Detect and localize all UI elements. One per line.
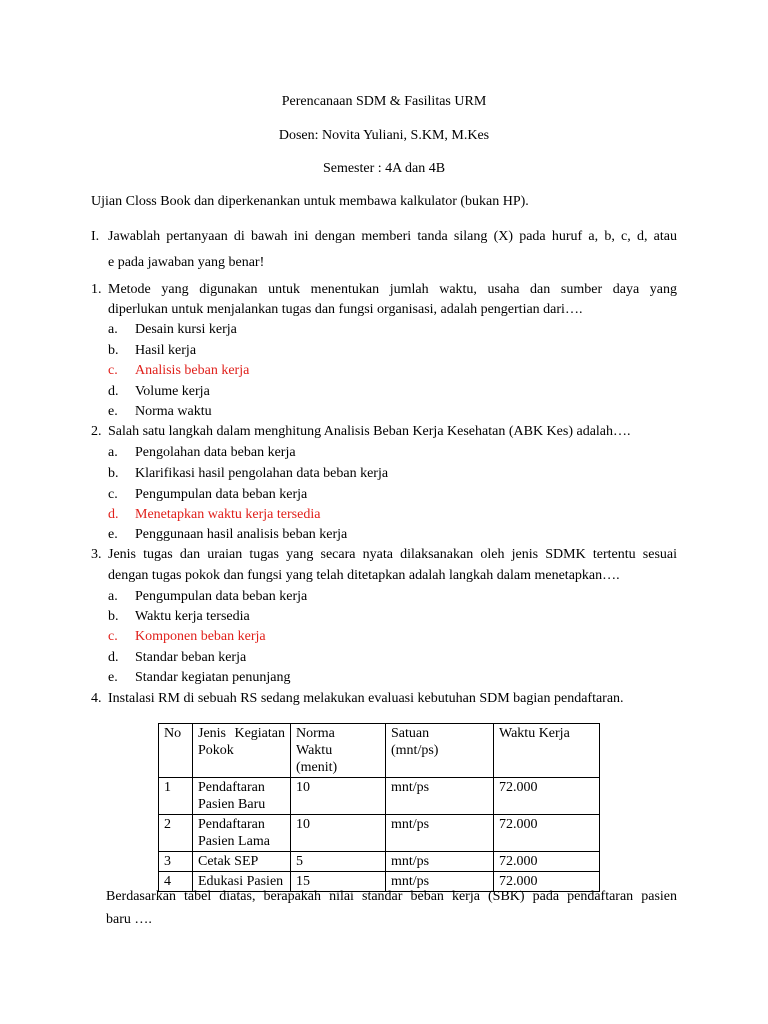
header-label: Jenis Kegiatan [198, 726, 285, 741]
table-row [159, 778, 600, 815]
question-number: 2. [91, 424, 102, 439]
document-title: Perencanaan SDM & Fasilitas URM [281, 94, 487, 109]
followup-line-1: Berdasarkan tabel diatas, berapakah nilai standar beban kerja (SBK) pada pendaftaran pasien [106, 889, 677, 904]
table-cell-activity [193, 778, 291, 815]
question-text-line: Metode yang digunakan untuk menentukan jumlah waktu, usaha dan sumber daya yang [108, 282, 677, 297]
option-letter: a. [108, 589, 118, 604]
table-cell-unit: mnt/ps [386, 815, 494, 852]
option-text: Hasil kerja [135, 343, 197, 358]
table-header-cell [193, 724, 291, 778]
header-label: No [164, 726, 182, 741]
table-cell-norm: 15 [291, 872, 386, 892]
option-letter: b. [108, 609, 119, 624]
header-label: Waktu [296, 743, 333, 758]
option-text: Klarifikasi hasil pengolahan data beban kerja [135, 466, 389, 481]
option-text: Menetapkan waktu kerja tersedia [135, 507, 321, 522]
table-cell-norm: 10 [291, 778, 386, 815]
option-text: Penggunaan hasil analisis beban kerja [135, 527, 348, 542]
section-instruction-line-1: Jawablah pertanyaan di bawah ini dengan memberi tanda silang (X) pada huruf a, b, c, d, atau [108, 229, 677, 244]
table-cell-norm: 5 [291, 852, 386, 872]
cell-line: Pasien Lama [198, 834, 270, 849]
table-header-cell [159, 724, 193, 778]
table-cell-unit: mnt/ps [386, 778, 494, 815]
header-label: Waktu Kerja [499, 726, 570, 741]
option-letter: d. [108, 507, 119, 522]
question-text-line: Salah satu langkah dalam menghitung Analisis Beban Kerja Kesehatan (ABK Kes) adalah…. [108, 424, 631, 439]
question-text-line: Jenis tugas dan uraian tugas yang secara nyata dilaksanakan oleh jenis SDMK tertentu sesuai [108, 547, 677, 562]
table-row [159, 852, 600, 872]
header-label: (menit) [296, 760, 338, 775]
option-letter: e. [108, 670, 118, 685]
cell-line: Pendaftaran [198, 817, 265, 832]
section-marker: I. [91, 229, 100, 244]
option-text: Standar beban kerja [135, 650, 247, 665]
table-header-row [159, 724, 600, 778]
option-text: Desain kursi kerja [135, 322, 237, 337]
option-letter: a. [108, 445, 118, 460]
question-text-line: Instalasi RM di sebuah RS sedang melakukan evaluasi kebutuhan SDM bagian pendaftaran. [108, 691, 624, 706]
followup-line-2: baru …. [106, 912, 152, 927]
header-label: Norma [296, 726, 335, 741]
table-cell-norm: 10 [291, 815, 386, 852]
option-letter: d. [108, 650, 119, 665]
header-label: Pokok [198, 743, 234, 758]
table-cell-no: 3 [159, 852, 193, 872]
table-cell-no: 2 [159, 815, 193, 852]
option-text: Standar kegiatan penunjang [135, 670, 291, 685]
table-header-cell [386, 724, 494, 778]
section-instruction-line-2: e pada jawaban yang benar! [108, 255, 265, 270]
table-cell-unit: mnt/ps [386, 852, 494, 872]
option-letter: c. [108, 363, 118, 378]
option-letter: e. [108, 527, 118, 542]
table-cell-no: 4 [159, 872, 193, 892]
option-letter: b. [108, 343, 119, 358]
workload-table [158, 723, 600, 892]
table-cell-work-time: 72.000 [494, 778, 600, 815]
cell-line: Edukasi Pasien [198, 874, 284, 889]
cell-line: Cetak SEP [198, 854, 259, 869]
exam-note: Ujian Closs Book dan diperkenankan untuk membawa kalkulator (bukan HP). [91, 194, 529, 209]
question-number: 1. [91, 282, 102, 297]
table-cell-no: 1 [159, 778, 193, 815]
option-text: Analisis beban kerja [135, 363, 250, 378]
option-letter: a. [108, 322, 118, 337]
option-text: Volume kerja [135, 384, 210, 399]
question-number: 3. [91, 547, 102, 562]
question-text-line: dengan tugas pokok dan fungsi yang telah ditetapkan adalah langkah dalam menetapkan…. [108, 568, 620, 583]
option-text: Pengumpulan data beban kerja [135, 589, 308, 604]
option-text: Komponen beban kerja [135, 629, 266, 644]
option-text: Pengumpulan data beban kerja [135, 487, 308, 502]
option-letter: d. [108, 384, 119, 399]
semester-line: Semester : 4A dan 4B [322, 161, 446, 176]
table-row [159, 815, 600, 852]
table-cell-activity [193, 815, 291, 852]
table-cell-work-time: 72.000 [494, 872, 600, 892]
table-header-cell [291, 724, 386, 778]
header-label: (mnt/ps) [391, 743, 439, 758]
option-letter: e. [108, 404, 118, 419]
option-letter: b. [108, 466, 119, 481]
cell-line: Pasien Baru [198, 797, 266, 812]
table-header-cell [494, 724, 600, 778]
option-text: Pengolahan data beban kerja [135, 445, 296, 460]
question-text-line: diperlukan untuk menjalankan tugas dan fungsi organisasi, adalah pengertian dari…. [108, 302, 583, 317]
option-letter: c. [108, 487, 118, 502]
header-label: Satuan [391, 726, 430, 741]
table-cell-activity [193, 852, 291, 872]
table-cell-unit: mnt/ps [386, 872, 494, 892]
option-text: Norma waktu [135, 404, 212, 419]
lecturer-line: Dosen: Novita Yuliani, S.KM, M.Kes [278, 128, 490, 143]
table-cell-work-time: 72.000 [494, 815, 600, 852]
cell-line: Pendaftaran [198, 780, 265, 795]
option-text: Waktu kerja tersedia [135, 609, 250, 624]
question-number: 4. [91, 691, 102, 706]
option-letter: c. [108, 629, 118, 644]
table-cell-work-time: 72.000 [494, 852, 600, 872]
